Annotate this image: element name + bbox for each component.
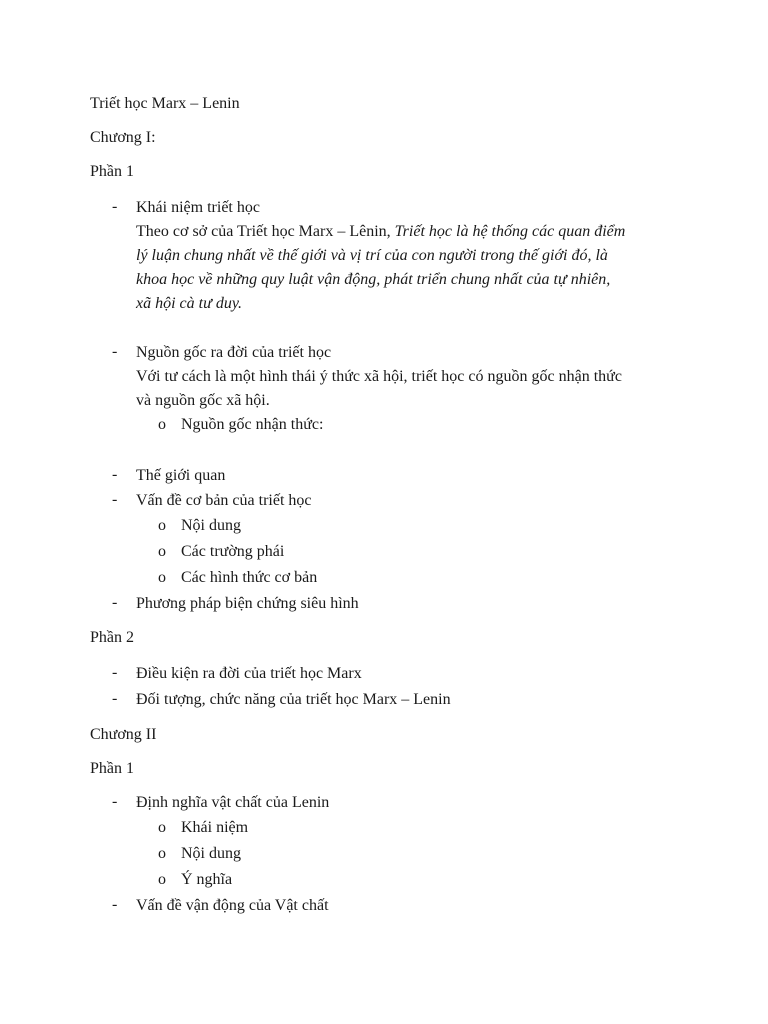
circle-bullet: o	[158, 819, 166, 836]
dash-bullet: -	[112, 896, 118, 913]
sub-item-noi-dung: Nội dung	[181, 517, 241, 534]
list-item-the-gioi-quan: Thế giới quan	[136, 467, 226, 484]
circle-bullet: o	[158, 871, 166, 888]
sub-item-khai-niem: Khái niệm	[181, 819, 249, 836]
paragraph-khai-niem-line4: xã hội cà tư duy.	[136, 295, 243, 312]
circle-bullet: o	[158, 845, 166, 862]
section-heading-ch1-p2: Phần 2	[90, 629, 134, 646]
dash-bullet: -	[112, 690, 118, 707]
paragraph-khai-niem-line3: khoa học về những quy luật vận động, phát triển chung nhất của tự nhiên,	[136, 271, 611, 288]
dash-bullet: -	[112, 198, 118, 215]
list-item-van-de-co-ban: Vấn đề cơ bản của triết học	[136, 492, 312, 509]
circle-bullet: o	[158, 517, 166, 534]
section-heading-ch2-p1: Phần 1	[90, 760, 134, 777]
document-title: Triết học Marx – Lenin	[90, 95, 240, 112]
dash-bullet: -	[112, 793, 118, 810]
chapter-heading-2: Chương II	[90, 726, 157, 743]
sub-item-y-nghia: Ý nghĩa	[181, 871, 233, 888]
sub-item-noi-dung-2: Nội dung	[181, 845, 241, 862]
dash-bullet: -	[112, 466, 118, 483]
circle-bullet: o	[158, 543, 166, 560]
paragraph-plain-text: Theo cơ sở của Triết học Marx – Lênin,	[136, 223, 395, 240]
circle-bullet: o	[158, 569, 166, 586]
dash-bullet: -	[112, 491, 118, 508]
list-item-dinh-nghia: Định nghĩa vật chất của Lenin	[136, 794, 330, 811]
paragraph-italic-text: Triết học là hệ thống các quan điểm	[394, 223, 626, 240]
paragraph-nguon-goc-line2: và nguồn gốc xã hội.	[136, 392, 270, 409]
dash-bullet: -	[112, 343, 118, 360]
sub-item-cac-hinh-thuc: Các hình thức cơ bản	[181, 569, 318, 586]
section-heading-ch1-p1: Phần 1	[90, 163, 134, 180]
chapter-heading-1: Chương I:	[90, 129, 156, 146]
list-item-nguon-goc: Nguồn gốc ra đời của triết học	[136, 344, 332, 361]
paragraph-nguon-goc-line1: Với tư cách là một hình thái ý thức xã hội, triết học có nguồn gốc nhận thức	[136, 368, 622, 385]
list-item-khai-niem: Khái niệm triết học	[136, 199, 260, 216]
list-item-van-dong: Vấn đề vận động của Vật chất	[136, 897, 329, 914]
dash-bullet: -	[112, 664, 118, 681]
sub-item-cac-truong-phai: Các trường phái	[181, 543, 285, 560]
list-item-dieu-kien: Điều kiện ra đời của triết học Marx	[136, 665, 362, 682]
circle-bullet: o	[158, 416, 166, 433]
list-item-doi-tuong: Đối tượng, chức năng của triết học Marx – Lenin	[136, 691, 451, 708]
paragraph-khai-niem-line1	[136, 222, 625, 242]
dash-bullet: -	[112, 594, 118, 611]
list-item-phuong-phap: Phương pháp biện chứng siêu hình	[136, 595, 359, 612]
sub-item-nguon-goc-nhan-thuc: Nguồn gốc nhận thức:	[181, 416, 324, 433]
paragraph-khai-niem-line2: lý luận chung nhất về thế giới và vị trí của con người trong thế giới đó, là	[136, 247, 608, 264]
